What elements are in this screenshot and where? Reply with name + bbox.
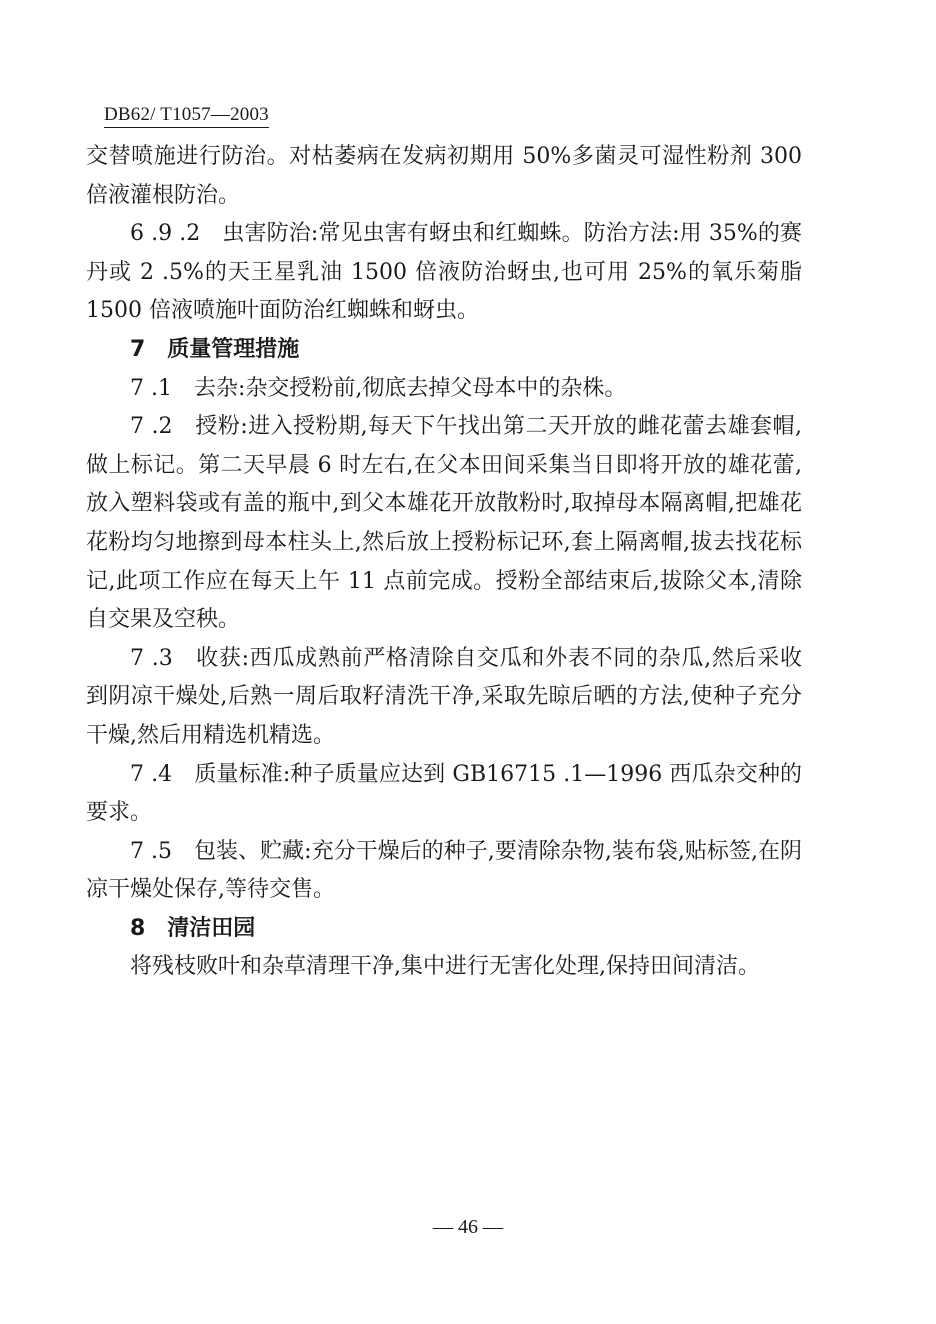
paragraph-6-9-2: 6 .9 .2 虫害防治:常见虫害有蚜虫和红蜘蛛。防治方法:用 35%的赛丹或 2 .5%的天王星乳油 1500 倍液防治蚜虫,也可用 25%的氧乐菊脂 1500 倍液喷施叶面防治红蜘蛛和蚜虫。 [86,221,802,324]
paragraph-disease-control-cont: 交替喷施进行防治。对枯萎病在发病初期用 50%多菌灵可湿性粉剂 300 倍液灌根防治。 [86,144,802,208]
document-body [86,138,802,987]
paragraph-7-4: 7 .4 质量标准:种子质量应达到 GB16715 .1—1996 西瓜杂交种的要求。 [86,761,802,826]
document-header-id: DB62/ T1057—2003 [104,104,269,128]
paragraph-7-3: 7 .3 收获:西瓜成熟前严格清除自交瓜和外表不同的杂瓜,然后采收到阴凉干燥处,后熟一周后取籽清洗干净,采取先晾后晒的方法,使种子充分干燥,然后用精选机精选。 [86,645,802,748]
paragraph-7-1: 7 .1 去杂:杂交授粉前,彻底去掉父母本中的杂株。 [130,375,627,401]
section-heading-8: 8 清洁田园 [130,915,256,941]
paragraph-7-2: 7 .2 授粉:进入授粉期,每天下午找出第二天开放的雌花蕾去雄套帽,做上标记。第二天早晨 6 时左右,在父本田间采集当日即将开放的雄花蕾,放入塑料袋或有盖的瓶中,到父本雄花开放散粉时,取掉母本隔离帽,把雄花花粉均匀地擦到母本柱头上,然后放上授粉标记环,套上隔离帽,拔去找花标记,此项工作应在每天上午 11 点前完成。授粉全部结束后,拔除父本,清除自交果及空秧。 [86,414,802,633]
page-number: — 46 — [433,1216,503,1238]
paragraph-7-5: 7 .5 包装、贮藏:充分干燥后的种子,要清除杂物,装布袋,贴标签,在阴凉干燥处保存,等待交售。 [86,838,802,903]
paragraph-8: 将残枝败叶和杂草清理干净,集中进行无害化处理,保持田间清洁。 [130,954,760,980]
section-heading-7: 7 质量管理措施 [130,336,300,362]
